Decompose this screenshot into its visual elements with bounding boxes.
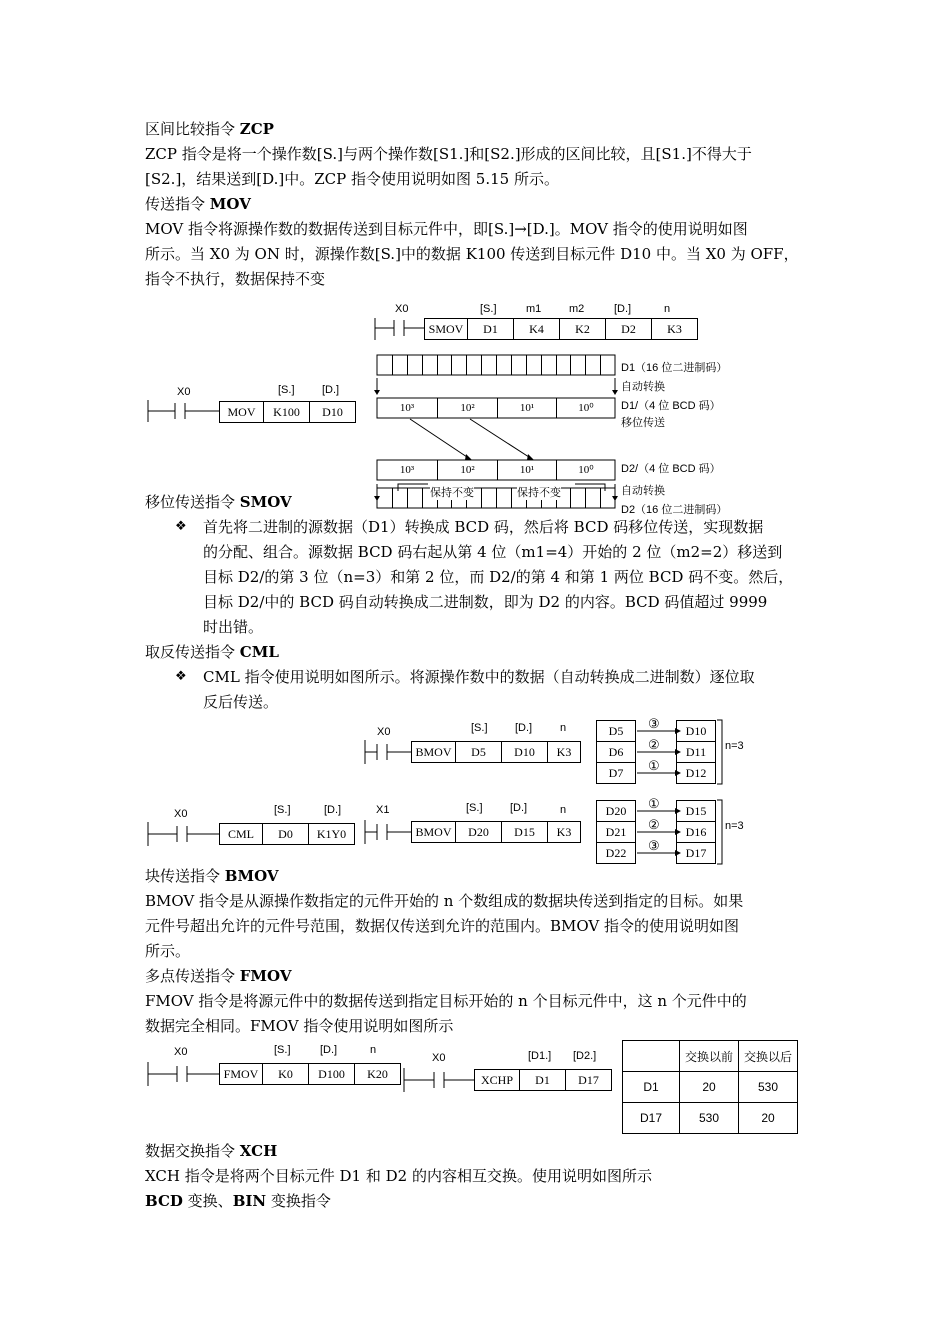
table-cell: D17 — [623, 1103, 680, 1134]
instruction-cell: BMOV — [411, 741, 456, 763]
order-mark: ② — [648, 737, 660, 752]
table-header-cell — [623, 1041, 680, 1072]
paragraph-cml-1: CML 指令使用说明如图所示。将源操作数中的数据（自动转换成二进制数）逐位取 — [203, 668, 755, 686]
operand-cell: D20 — [455, 821, 502, 843]
operand-cell: D1 — [519, 1069, 566, 1091]
bit-cell-divider — [422, 488, 423, 508]
bit-cell-divider — [556, 355, 557, 375]
paragraph-bmov-3: 所示。 — [145, 942, 191, 960]
digit-cell: 10³ — [399, 402, 415, 414]
shift-label: 移位传送 — [621, 417, 665, 429]
source-register: D5 — [596, 720, 636, 742]
d1-label: D1（16 位二进制码） — [621, 362, 728, 374]
heading-cml: 取反传送指令 CML — [145, 643, 279, 661]
operand-head: [S.] — [480, 303, 497, 315]
d2p-label: D2/（4 位 BCD 码） — [621, 463, 721, 475]
order-mark: ② — [648, 817, 660, 832]
bit-cell-divider — [392, 488, 393, 508]
heading-mov: 传送指令 MOV — [145, 195, 251, 213]
bit-cell-divider — [481, 355, 482, 375]
operand-cell: D10 — [501, 741, 548, 763]
instruction-cell: FMOV — [219, 1063, 263, 1085]
paragraph-cml-2: 反后传送。 — [203, 693, 279, 711]
bit-cell-divider — [600, 488, 601, 508]
source-register: D21 — [596, 821, 636, 843]
operand-head: [D2.] — [573, 1050, 597, 1062]
paragraph-xch-1: XCH 指令是将两个目标元件 D1 和 D2 的内容相互交换。使用说明如图所示 — [145, 1167, 652, 1185]
operand-head: [D.] — [324, 804, 342, 816]
paragraph-smov-3: 目标 D2/的第 3 位（n=3）和第 2 位，而 D2/的第 4 和第 1 两位 BCD 码不变。然后， — [203, 568, 794, 586]
operand-cell: D5 — [455, 741, 502, 763]
bit-cell-divider — [570, 488, 571, 508]
heading-smov: 移位传送指令 SMOV — [145, 493, 292, 511]
source-register: D7 — [596, 762, 636, 784]
operand-head: [D.] — [320, 1044, 338, 1056]
order-mark: ① — [648, 796, 660, 811]
order-mark: ③ — [648, 716, 660, 731]
heading-bmov: 块传送指令 BMOV — [145, 867, 279, 885]
heading-bcd-bin: BCD 变换、BIN 变换指令 — [145, 1192, 331, 1210]
heading-fmov: 多点传送指令 FMOV — [145, 967, 292, 985]
digit-cell: 10⁰ — [556, 460, 615, 480]
operand-head: n — [664, 303, 671, 315]
operand-head: m2 — [569, 303, 585, 315]
dest-register: D12 — [676, 762, 716, 784]
bit-cell-divider — [585, 488, 586, 508]
bit-cell-divider — [422, 355, 423, 375]
order-mark: ③ — [648, 838, 660, 853]
operand-head: [D1.] — [528, 1050, 552, 1062]
bit-cell-divider — [407, 488, 408, 508]
instruction-box — [220, 401, 356, 423]
operand-cell: K0 — [262, 1063, 309, 1085]
bit-cell-divider — [496, 488, 497, 508]
table-cell: 20 — [680, 1072, 739, 1103]
dest-register: D17 — [676, 842, 716, 864]
operand-cell: K3 — [547, 821, 581, 843]
operand-head: n — [560, 722, 567, 734]
d1p-label: D1/（4 位 BCD 码） — [621, 400, 721, 412]
keep-label: 保持不变 — [517, 484, 561, 500]
contact-label: X0 — [177, 386, 191, 398]
auto-convert-label: 自动转换 — [621, 485, 665, 497]
dest-register: D11 — [676, 741, 716, 763]
n-label: n=3 — [725, 740, 744, 752]
xch-result-table — [622, 1040, 798, 1134]
table-header-cell: 交换以后 — [739, 1041, 798, 1072]
auto-convert-label: 自动转换 — [621, 381, 665, 393]
operand-head: [D.] — [510, 802, 528, 814]
contact-label: X1 — [376, 804, 390, 816]
contact-label: X0 — [174, 808, 188, 820]
source-register: D22 — [596, 842, 636, 864]
source-register: D6 — [596, 741, 636, 763]
bit-cell-divider — [392, 355, 393, 375]
table-cell: D1 — [623, 1072, 680, 1103]
paragraph-fmov-1: FMOV 指令是将源元件中的数据传送到指定目标开始的 n 个目标元件中，这 n 个元件中的 — [145, 992, 747, 1010]
heading-zcp: 区间比较指令 ZCP — [145, 120, 274, 138]
dest-register: D10 — [676, 720, 716, 742]
bit-cell-divider — [481, 488, 482, 508]
bit-cell-divider — [407, 355, 408, 375]
instruction-cell: SMOV — [424, 318, 468, 340]
contact-label: X0 — [377, 726, 391, 738]
operand-head: [S.] — [274, 804, 291, 816]
bullet-icon: ❖ — [175, 519, 187, 534]
paragraph-smov-4: 目标 D2/中的 BCD 码自动转换成二进制数，即为 D2 的内容。BCD 码值超过 9999 — [203, 593, 768, 611]
digit-cell: 10⁰ — [556, 398, 615, 418]
instruction-box — [412, 741, 581, 763]
paragraph-bmov-1: BMOV 指令是从源操作数指定的元件开始的 n 个数组成的数据块传送到指定的目标。如果 — [145, 892, 744, 910]
bit-cell-divider — [585, 355, 586, 375]
paragraph-smov-2: 的分配、组合。源数据 BCD 码右起从第 4 位（m1=4）开始的 2 位（m2=2）移送到 — [203, 543, 783, 561]
paragraph-mov-1: MOV 指令将源操作数的数据传送到目标元件中，即[S.]→[D.]。MOV 指令的使用说明如图 — [145, 220, 748, 238]
n-label: n=3 — [725, 820, 744, 832]
table-header-cell: 交换以前 — [680, 1041, 739, 1072]
operand-cell: D1 — [467, 318, 514, 340]
operand-cell: K4 — [513, 318, 560, 340]
bit-cell-divider — [526, 355, 527, 375]
bit-cell-divider — [570, 355, 571, 375]
contact-label: X0 — [174, 1046, 188, 1058]
d2-label: D2（16 位二进制码） — [621, 504, 728, 516]
operand-head: [S.] — [278, 384, 295, 396]
instruction-box — [220, 823, 355, 845]
operand-cell: K3 — [547, 741, 581, 763]
table-row — [623, 1103, 798, 1134]
bit-cell-divider — [451, 355, 452, 375]
bit-cell-divider — [496, 355, 497, 375]
operand-cell: K1Y0 — [308, 823, 355, 845]
bit-cell-divider — [511, 355, 512, 375]
paragraph-mov-2: 所示。当 X0 为 ON 时，源操作数[S.]中的数据 K100 传送到目标元件 D10 中。当 X0 为 OFF， — [145, 245, 799, 263]
paragraph-smov-1: 首先将二进制的源数据（D1）转换成 BCD 码，然后将 BCD 码移位传送，实现数据 — [203, 518, 764, 536]
table-header-row — [623, 1041, 798, 1072]
instruction-box — [425, 318, 698, 340]
order-mark: ① — [648, 758, 660, 773]
paragraph-zcp-1: ZCP 指令是将一个操作数[S.]与两个操作数[S1.]和[S2.]形成的区间比较，且[S1.]不得大于 — [145, 145, 752, 163]
paragraph-mov-3: 指令不执行，数据保持不变 — [145, 270, 326, 288]
instruction-cell: MOV — [219, 401, 264, 423]
table-cell: 20 — [739, 1103, 798, 1134]
paragraph-smov-5: 时出错。 — [203, 618, 264, 636]
dest-register: D15 — [676, 800, 716, 822]
operand-head: [S.] — [466, 802, 483, 814]
operand-cell: K100 — [263, 401, 310, 423]
bit-cell-divider — [600, 355, 601, 375]
operand-head: [S.] — [274, 1044, 291, 1056]
bullet-icon: ❖ — [175, 669, 187, 684]
contact-label: X0 — [395, 303, 409, 315]
source-register: D20 — [596, 800, 636, 822]
bit-cell-divider — [511, 488, 512, 508]
dest-register: D16 — [676, 821, 716, 843]
paragraph-fmov-2: 数据完全相同。FMOV 指令使用说明如图所示 — [145, 1017, 454, 1035]
digit-cell: 10² — [437, 398, 497, 418]
instruction-box — [220, 1063, 401, 1085]
instruction-cell: CML — [219, 823, 263, 845]
instruction-box — [412, 821, 581, 843]
operand-cell: D15 — [501, 821, 548, 843]
operand-head: m1 — [526, 303, 542, 315]
contact-label: X0 — [432, 1052, 446, 1064]
operand-cell: D100 — [308, 1063, 355, 1085]
operand-cell: K3 — [651, 318, 698, 340]
heading-xch: 数据交换指令 XCH — [145, 1142, 278, 1160]
paragraph-zcp-2: [S2.]，结果送到[D.]中。ZCP 指令使用说明如图 5.15 所示。 — [145, 170, 559, 188]
instruction-cell: XCHP — [474, 1069, 520, 1091]
operand-cell: D17 — [565, 1069, 612, 1091]
digit-cell: 10¹ — [497, 398, 556, 418]
bit-cell-divider — [541, 355, 542, 375]
bit-cell-divider — [466, 355, 467, 375]
operand-head: [D.] — [515, 722, 533, 734]
table-cell: 530 — [680, 1103, 739, 1134]
keep-label: 保持不变 — [430, 484, 474, 500]
paragraph-bmov-2: 元件号超出允许的元件号范围，数据仅传送到允许的范围内。BMOV 指令的使用说明如图 — [145, 917, 740, 935]
digit-cell: 10² — [437, 460, 497, 480]
operand-head: [S.] — [471, 722, 488, 734]
table-row — [623, 1072, 798, 1103]
digit-cell: 10³ — [399, 464, 415, 476]
table-cell: 530 — [739, 1072, 798, 1103]
operand-head: n — [560, 804, 567, 816]
operand-cell: D0 — [262, 823, 309, 845]
operand-cell: D10 — [309, 401, 356, 423]
instruction-cell: BMOV — [411, 821, 456, 843]
operand-head: [D.] — [322, 384, 340, 396]
operand-cell: D2 — [605, 318, 652, 340]
operand-cell: K20 — [354, 1063, 401, 1085]
bit-cell-divider — [437, 355, 438, 375]
operand-head: [D.] — [614, 303, 632, 315]
digit-cell: 10¹ — [497, 460, 556, 480]
operand-head: n — [370, 1044, 377, 1056]
operand-cell: K2 — [559, 318, 606, 340]
instruction-box — [475, 1069, 612, 1091]
